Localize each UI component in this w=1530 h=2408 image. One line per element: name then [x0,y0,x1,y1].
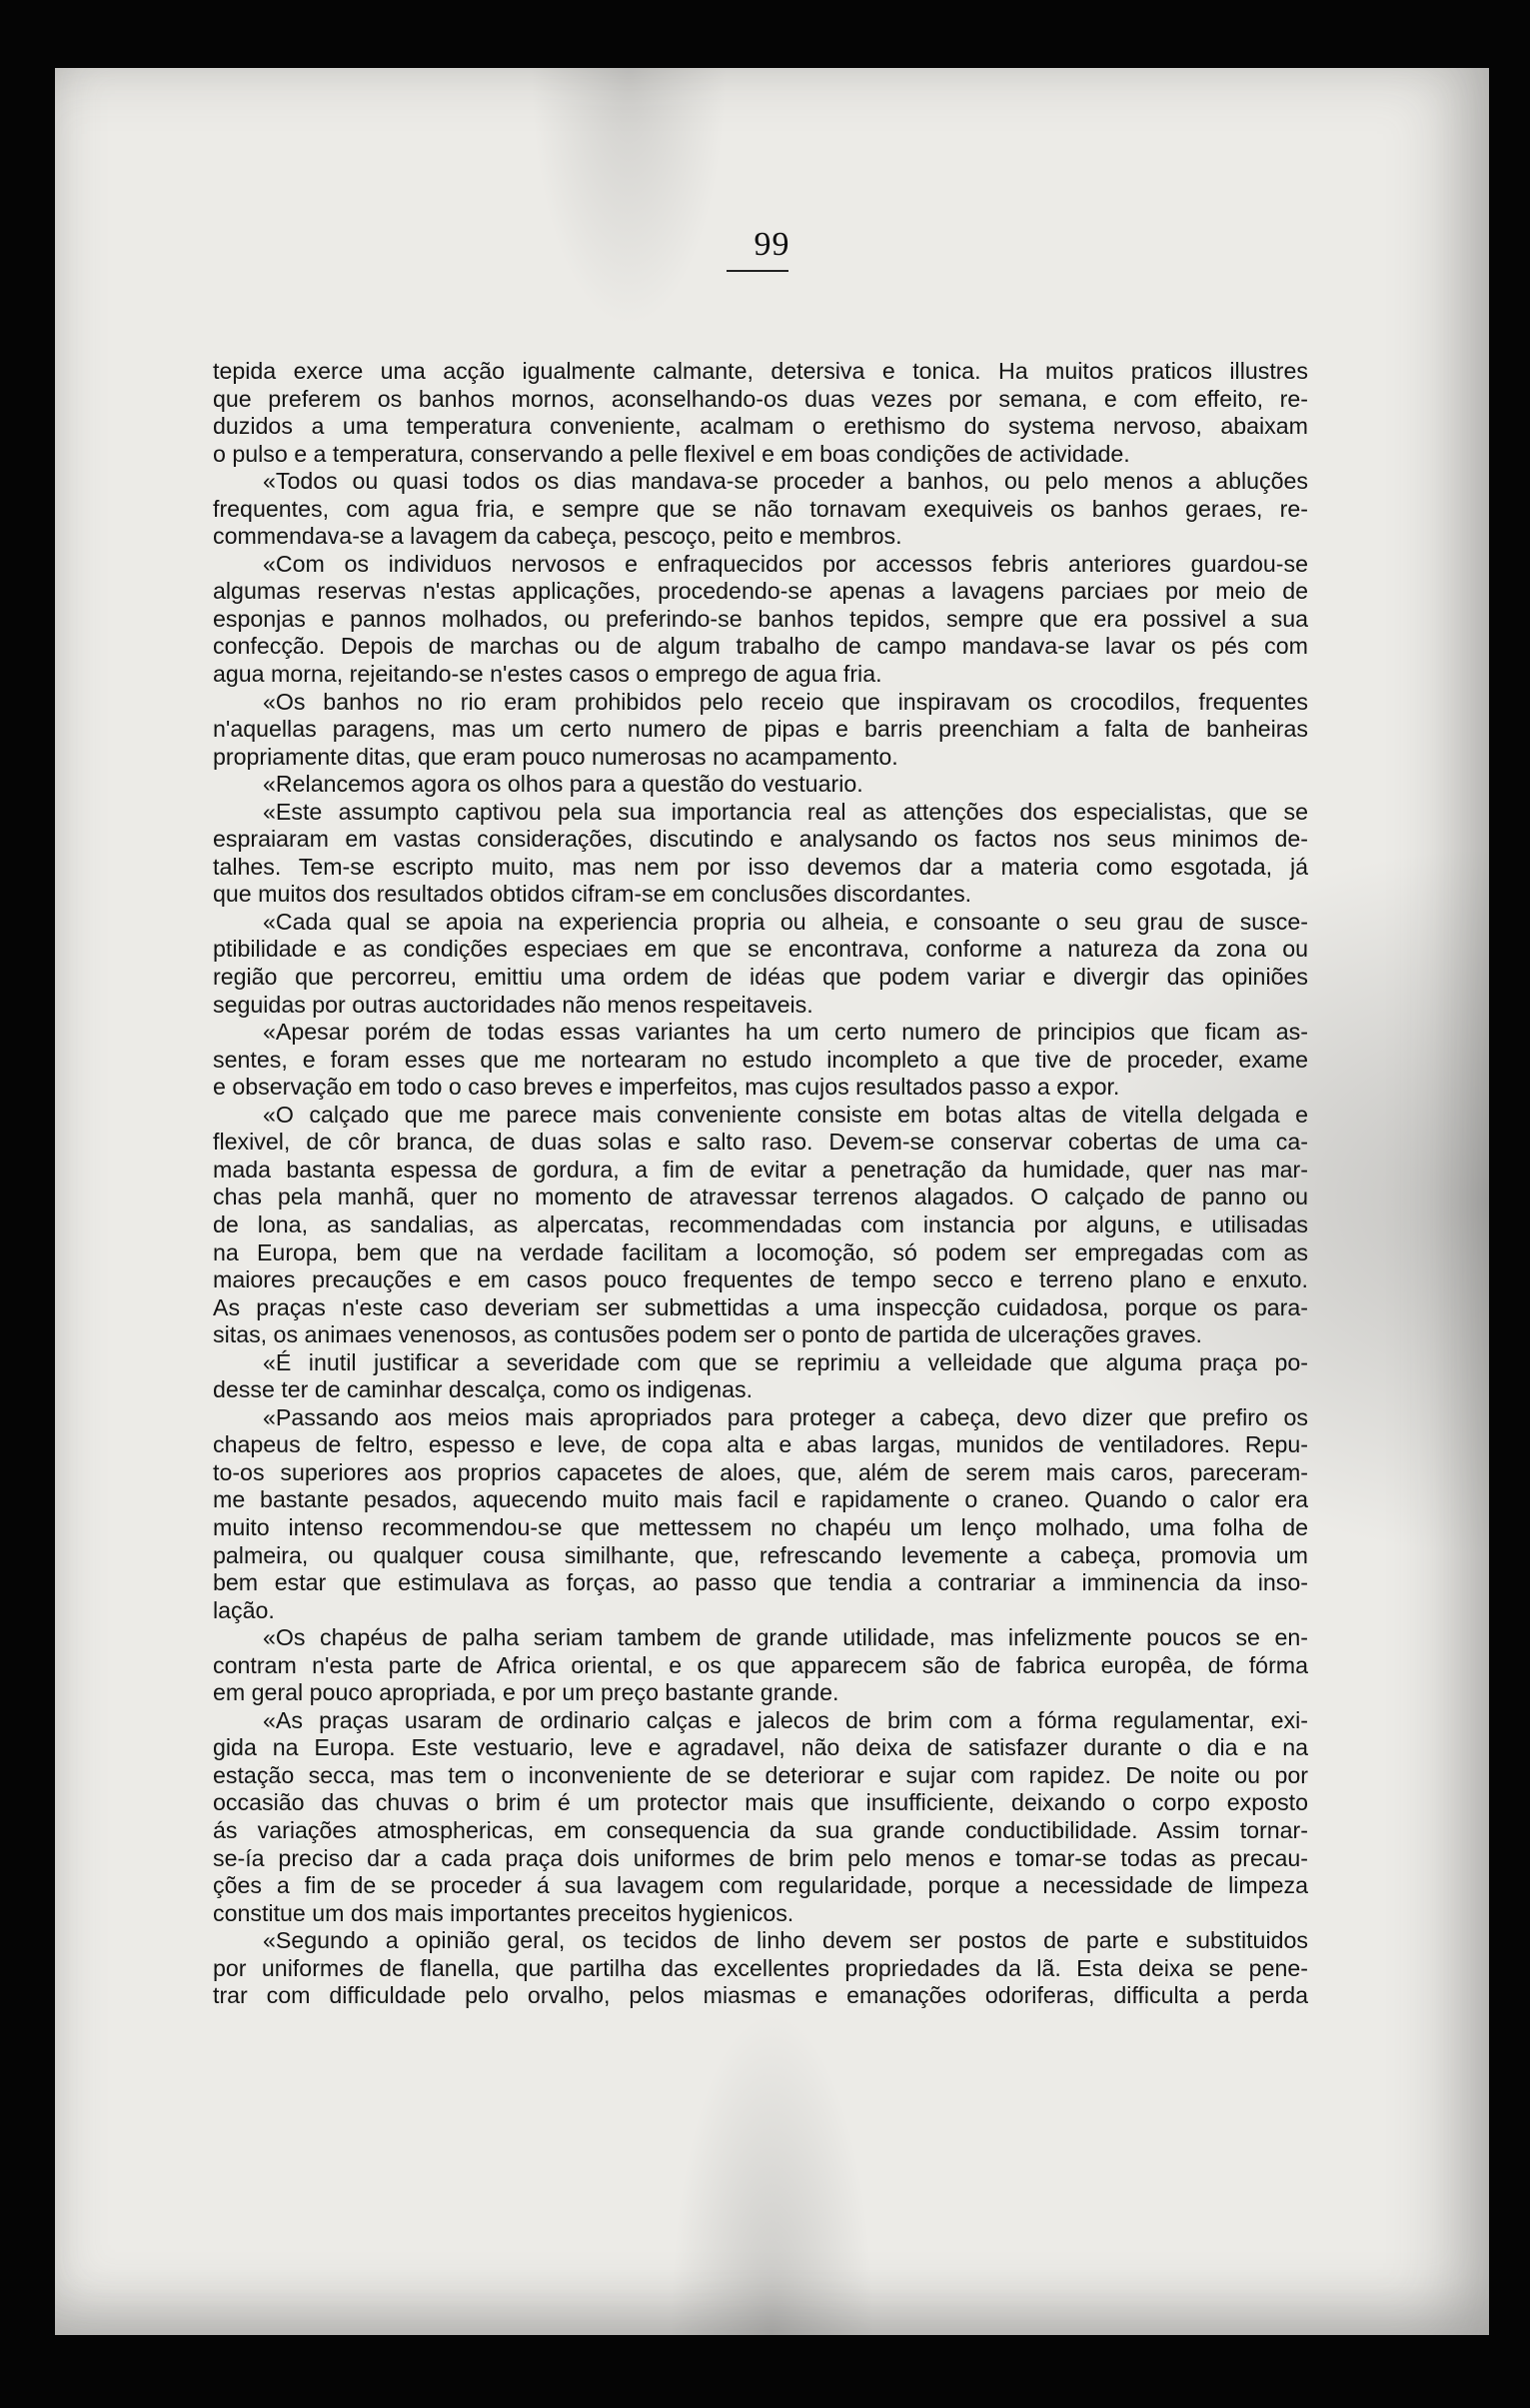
text-line: seguidas por outras auctoridades não menos respeitaveis. [213,991,813,1018]
text-line: «É inutil justificar a severidade com que se reprimiu a velleidade que alguma praça po- [263,1348,1308,1375]
text-line: «Segundo a opinião geral, os tecidos de linho devem ser postos de parte e substituidos [263,1927,1308,1954]
text-line: ptibilidade e as condições especiaes em que se encontrava, conforme a natureza da zona ou [213,936,1308,963]
text-line: de lona, as sandalias, as alpercatas, recommendadas com instancia por alguns, e utilisadas [213,1210,1308,1237]
text-line: que preferem os banhos mornos, aconselhando-os duas vezes por semana, e com effeito, re- [213,385,1308,412]
text-line: chas pela manhã, quer no momento de atravessar terrenos alagados. O calçado de panno ou [213,1184,1308,1210]
text-line: frequentes, com agua fria, e sempre que se não tornavam exequiveis os banhos geraes, re- [213,495,1308,522]
text-line: «Este assumpto captivou pela sua importancia real as attenções dos especialistas, que se [263,798,1308,825]
text-line: por uniformes de flanella, que partilha das excellentes propriedades da lã. Esta deixa se pene- [213,1954,1308,1981]
text-line: na Europa, bem que na verdade facilitam a locomoção, só podem ser empregadas com as [213,1238,1308,1265]
text-line: se-ía preciso dar a cada praça dois uniformes de brim pelo menos e tomar-se todas as precau- [213,1844,1308,1871]
body-text [213,358,1308,2010]
text-line: palmeira, ou qualquer cousa similhante, que, refrescando levemente a cabeça, promovia um [213,1541,1308,1568]
text-line: região que percorreu, emittiu uma ordem de idéas que podem variar e divergir das opiniões [213,964,1308,991]
text-line: «Os banhos no rio eram prohibidos pelo receio que inspiravam os crocodilos, frequentes [263,688,1308,715]
text-line: n'aquellas paragens, mas um certo numero de pipas e barris preenchiam a falta de banheiras [213,716,1308,743]
text-line: desse ter de caminhar descalça, como os indigenas. [213,1376,754,1403]
text-line: chapeus de feltro, espesso e leve, de copa alta e abas largas, munidos de ventiladores. Repu- [213,1431,1308,1458]
text-line: occasião das chuvas o brim é um protector mais que insufficiente, deixando o corpo exposto [213,1789,1308,1816]
text-line: «Cada qual se apoia na experiencia propria ou alheia, e consoante o seu grau de susce- [263,908,1308,935]
text-line: ás variações atmosphericas, em consequencia da sua grande conductibilidade. Assim tornar- [213,1816,1308,1843]
text-line: «O calçado que me parece mais conveniente consiste em botas altas de vitella delgada e [263,1101,1308,1128]
text-line: confecção. Depois de marchas ou de algum trabalho de campo mandava-se lavar os pés com [213,633,1308,660]
text-line: bem estar que estimulava as forças, ao passo que tendia a contrariar a imminencia da inso- [213,1569,1308,1596]
text-line: commendava-se a lavagem da cabeça, pescoço, peito e membros. [213,523,902,550]
text-line: que muitos dos resultados obtidos cifram-se em conclusões discordantes. [213,881,972,908]
text-line: «Passando aos meios mais apropriados para proteger a cabeça, devo dizer que prefiro os [263,1403,1308,1430]
text-line: muito intenso recommendou-se que mettessem no chapéu um lenço molhado, uma folha de [213,1513,1308,1540]
text-line: mada bastanta espessa de gordura, a fim de evitar a penetração da humidade, quer nas mar- [213,1156,1308,1183]
page-number-rule [727,270,788,272]
text-line: contram n'esta parte de Africa oriental, e os que apparecem são de fabrica europêa, de fórma [213,1651,1308,1678]
text-line: algumas reservas n'estas applicações, procedendo-se apenas a lavagens parciaes por meio de [213,578,1308,605]
text-line: maiores precauções e em casos pouco frequentes de tempo secco e terreno plano e enxuto. [213,1266,1308,1293]
text-line: duzidos a uma temperatura conveniente, acalmam o erethismo do systema nervoso, abaixam [213,413,1308,440]
text-line: propriamente ditas, que eram pouco numerosas no acampamento. [213,743,898,770]
text-line: lação. [213,1596,275,1623]
text-line: gida na Europa. Este vestuario, leve e agradavel, não deixa de satisfazer durante o dia e na [213,1734,1308,1761]
text-line: me bastante pesados, aquecendo muito mais facil e rapidamente o craneo. Quando o calor era [213,1486,1308,1513]
text-line: «As praças usaram de ordinario calças e jalecos de brim com a fórma regulamentar, exi- [263,1706,1308,1733]
text-line: flexivel, de côr branca, de duas solas e salto raso. Devem-se conservar cobertas de uma ca- [213,1129,1308,1156]
text-line: esponjas e pannos molhados, ou preferindo-se banhos tepidos, sempre que era possivel a sua [213,605,1308,632]
text-line: talhes. Tem-se escripto muito, mas nem por isso devemos dar a materia como esgotada, já [213,853,1308,880]
text-line: As praças n'este caso deveriam ser submettidas a uma inspecção cuidadosa, porque os para- [213,1293,1308,1320]
text-line: em geral pouco apropriada, e por um preço bastante grande. [213,1679,839,1706]
text-line: o pulso e a temperatura, conservando a pelle flexivel e em boas condições de actividade. [213,440,1130,467]
text-line: ções a fim de se proceder á sua lavagem com regularidade, porque a necessidade de limpeza [213,1872,1308,1899]
text-line: espraiaram em vastas considerações, discutindo e analysando os factos nos seus minimos de- [213,826,1308,853]
text-line: sentes, e foram esses que me nortearam no estudo incompleto a que tive de proceder, exame [213,1046,1308,1073]
text-line: «Os chapéus de palha seriam tambem de grande utilidade, mas infelizmente poucos se en- [263,1624,1308,1651]
text-line: e observação em todo o caso breves e imperfeitos, mas cujos resultados passo a expor. [213,1074,1120,1101]
text-line: constitue um dos mais importantes preceitos hygienicos. [213,1899,794,1926]
document-page [55,68,1489,2335]
text-line: «Todos ou quasi todos os dias mandava-se proceder a banhos, ou pelo menos a abluções [263,468,1308,495]
text-line: «Apesar porém de todas essas variantes ha um certo numero de principios que ficam as- [263,1019,1308,1046]
text-line: to-os superiores aos proprios capacetes de aloes, que, além de serem mais caros, pareceram- [213,1458,1308,1485]
text-line: trar com difficuldade pelo orvalho, pelos miasmas e emanações odoriferas, difficulta a perda [213,1982,1308,2009]
text-line: sitas, os animaes venenosos, as contusões podem ser o ponto de partida de ulcerações graves. [213,1321,1202,1348]
page-number: 99 [754,226,790,263]
text-line: «Com os individuos nervosos e enfraquecidos por accessos febris anteriores guardou-se [263,550,1308,577]
text-line: agua morna, rejeitando-se n'estes casos o emprego de agua fria. [213,661,882,688]
text-line: estação secca, mas tem o inconveniente de se deteriorar e sujar com rapidez. De noite ou por [213,1761,1308,1788]
text-line: «Relancemos agora os olhos para a questão do vestuario. [263,771,863,798]
text-line: tepida exerce uma acção igualmente calmante, detersiva e tonica. Ha muitos praticos illustres [213,358,1308,384]
